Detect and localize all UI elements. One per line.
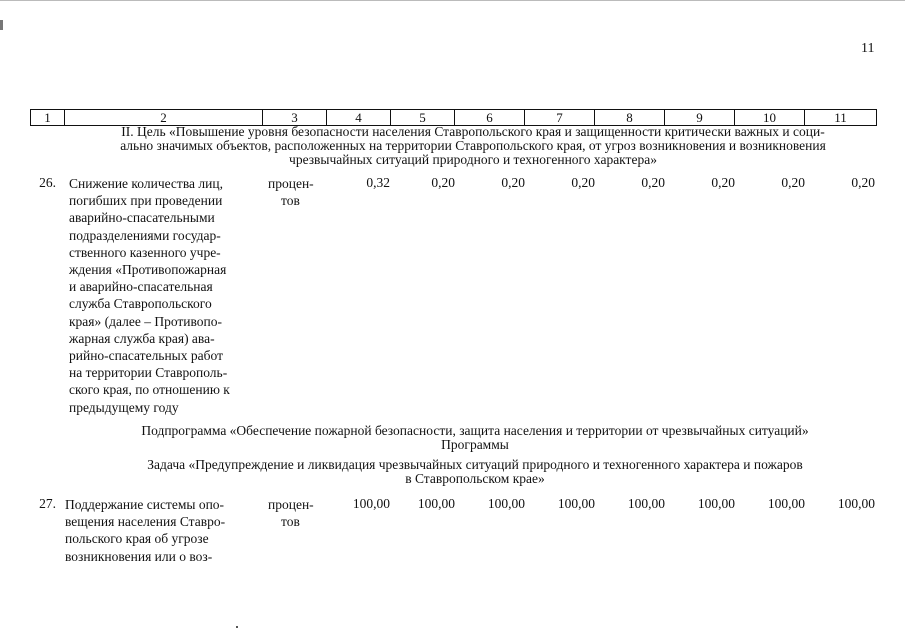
goal-line: ально значимых объектов, расположенных на территории Ставропольского края, от угроз возникновения и возникновения — [120, 138, 826, 153]
scan-speck — [236, 626, 238, 628]
scan-edge-mark — [0, 20, 3, 30]
unit-line: процен- — [268, 176, 314, 191]
column-number: 10 — [735, 110, 805, 126]
indicator-value: 0,32 — [366, 175, 390, 190]
goal-heading — [70, 125, 876, 167]
unit-of-measure — [268, 496, 328, 530]
indicator-name-line: ского края, по отношению к — [69, 382, 230, 398]
indicator-name-line: возникновения или о воз- — [65, 548, 213, 564]
unit-line: тов — [281, 193, 300, 209]
column-number: 11 — [805, 110, 877, 126]
indicator-value: 100,00 — [557, 496, 595, 511]
indicator-value: 100,00 — [767, 496, 805, 511]
indicator-name-line: ждения «Противопожарная — [69, 262, 227, 278]
indicator-name-line: аварийно-спасательными — [69, 210, 215, 226]
column-number: 9 — [665, 110, 735, 126]
indicator-name-line: вещения населения Ставро- — [65, 514, 226, 530]
indicator-name-line: подразделениями государ- — [69, 227, 221, 243]
column-number: 4 — [327, 110, 391, 126]
indicator-value: 0,20 — [571, 175, 595, 190]
indicator-name-line: края» (далее – Противопо- — [69, 313, 223, 329]
indicator-value: 0,20 — [501, 175, 525, 190]
indicator-name — [69, 175, 255, 416]
task-line: в Ставропольском крае» — [405, 471, 545, 486]
scan-top-line — [0, 0, 905, 1]
subprogram-line: Подпрограмма «Обеспечение пожарной безопасности, защита населения и территории от чрезвычайных ситуаций» — [141, 423, 809, 438]
subprogram-line: Программы — [441, 437, 509, 452]
indicator-value: 0,20 — [781, 175, 805, 190]
task-heading — [90, 458, 860, 486]
column-number: 1 — [31, 110, 65, 126]
indicator-name — [65, 496, 255, 565]
unit-line: процен- — [268, 497, 314, 512]
indicator-value: 100,00 — [837, 496, 875, 511]
goal-line: II. Цель «Повышение уровня безопасности населения Ставропольского края и защищенности критически важных и соци- — [121, 124, 825, 139]
indicator-name-line: польского края об угрозе — [65, 531, 209, 547]
task-line: Задача «Предупреждение и ликвидация чрезвычайных ситуаций природного и техногенного характера и пожаров — [147, 457, 803, 472]
indicator-name-line: служба Ставропольского — [69, 296, 212, 312]
indicator-value: 100,00 — [352, 496, 390, 511]
indicator-name-line: предыдущему году — [69, 399, 179, 415]
page-number: 11 — [861, 41, 875, 56]
indicator-value: 100,00 — [627, 496, 665, 511]
indicator-name-line: Снижение количества лиц, — [69, 176, 223, 191]
indicator-value: 0,20 — [711, 175, 735, 190]
column-number: 2 — [65, 110, 263, 126]
indicator-value: 100,00 — [417, 496, 455, 511]
unit-of-measure — [268, 175, 328, 209]
indicator-value: 0,20 — [431, 175, 455, 190]
indicator-name-line: ственного казенного учре- — [69, 244, 221, 260]
goal-line: чрезвычайных ситуаций природного и техногенного характера» — [289, 152, 657, 167]
indicator-name-line: на территории Ставрополь- — [69, 365, 228, 381]
indicator-value: 0,20 — [851, 175, 875, 190]
column-number: 6 — [455, 110, 525, 126]
column-number: 7 — [525, 110, 595, 126]
indicator-name-line: и аварийно-спасательная — [69, 279, 213, 295]
column-number: 3 — [263, 110, 327, 126]
column-number: 8 — [595, 110, 665, 126]
row-number: 27. — [39, 496, 56, 511]
indicator-name-line: Поддержание системы опо- — [65, 497, 225, 512]
indicator-value: 0,20 — [641, 175, 665, 190]
row-number: 26. — [39, 175, 56, 190]
unit-line: тов — [281, 514, 300, 530]
indicator-name-line: погибших при проведении — [69, 193, 223, 209]
indicator-name-line: жарная служба края) ава- — [69, 330, 215, 346]
indicator-value: 100,00 — [697, 496, 735, 511]
column-number: 5 — [391, 110, 455, 126]
indicator-value: 100,00 — [487, 496, 525, 511]
subprogram-heading — [90, 424, 860, 452]
indicator-name-line: рийно-спасательных работ — [69, 348, 223, 364]
